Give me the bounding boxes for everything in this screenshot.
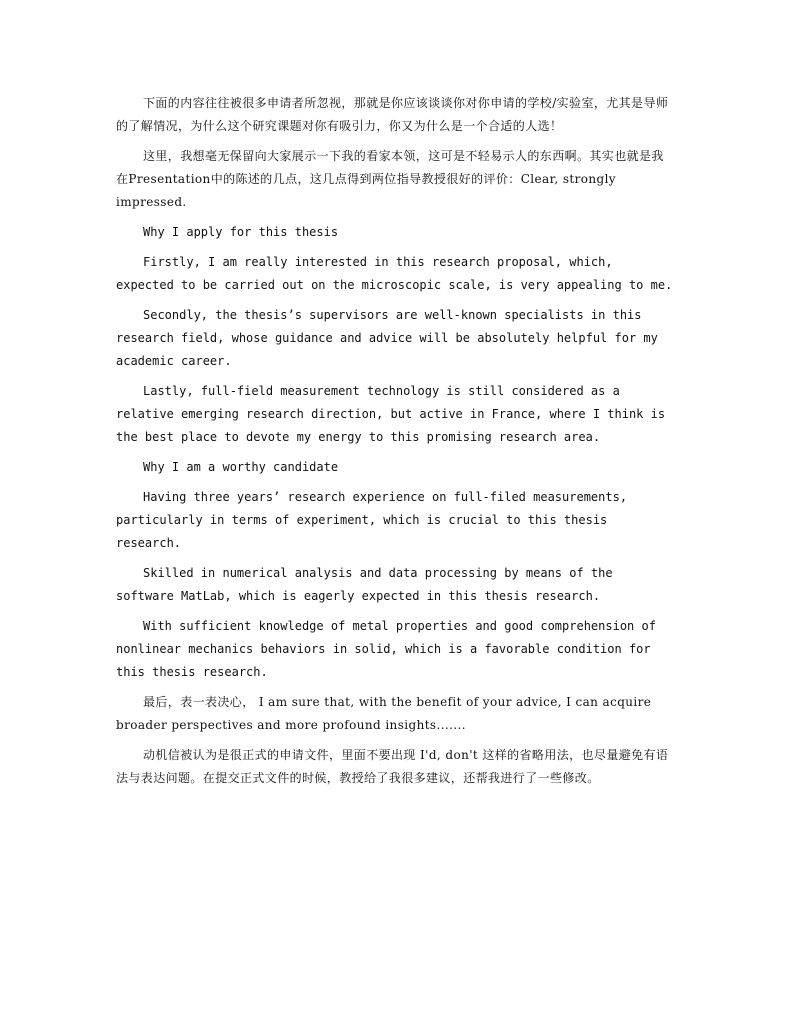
paragraph-lastly: Lastly, full-field measurement technology is still considered as a relative emerging research direction, but active in France, where I think is the best place to devote my energy to this promising research area. [116, 384, 666, 444]
document-body [116, 92, 676, 797]
paragraph-conclusion: 最后，表一表决心， I am sure that, with the benefit of your advice, I can acquire broader perspectives and more profound insights....... [116, 695, 652, 732]
paragraph-firstly: Firstly, I am really interested in this research proposal, which, expected to be carried out on the microscopic scale, is very appealing to me. [116, 255, 673, 292]
paragraph-secondly: Secondly, the thesis’s supervisors are well-known specialists in this research field, whose guidance and advice will be absolutely helpful for my academic career. [116, 308, 658, 368]
paragraph-advice: 动机信被认为是很正式的申请文件，里面不要出现 I'd, don't 这样的省略用法，也尽量避免有语法与表达问题。在提交正式文件的时候，教授给了我很多建议，还帮我进行了一些修改。 [116, 748, 669, 785]
paragraph-knowledge: With sufficient knowledge of metal properties and good comprehension of nonlinear mechanics behaviors in solid, which is a favorable condition for this thesis research. [116, 619, 656, 679]
paragraph-intro: 下面的内容往往被很多申请者所忽视，那就是你应该谈谈你对你申请的学校/实验室，尤其是导师的了解情况，为什么这个研究课题对你有吸引力，你又为什么是一个合适的人选！ [116, 96, 669, 133]
paragraph-experience: Having three years’ research experience on full-filed measurements, particularly in terms of experiment, which is crucial to this thesis research. [116, 490, 628, 550]
heading-worthy-candidate: Why I am a worthy candidate [143, 460, 339, 474]
paragraph-presentation: 这里，我想毫无保留向大家展示一下我的看家本领，这可是不轻易示人的东西啊。其实也就是我在Presentation中的陈述的几点，这几点得到两位指导教授很好的评价：Clear, strongly impressed. [116, 149, 664, 209]
paragraph-skilled: Skilled in numerical analysis and data processing by means of the software MatLab, which is eagerly expected in this thesis research. [116, 566, 613, 603]
heading-why-apply: Why I apply for this thesis [143, 225, 339, 239]
